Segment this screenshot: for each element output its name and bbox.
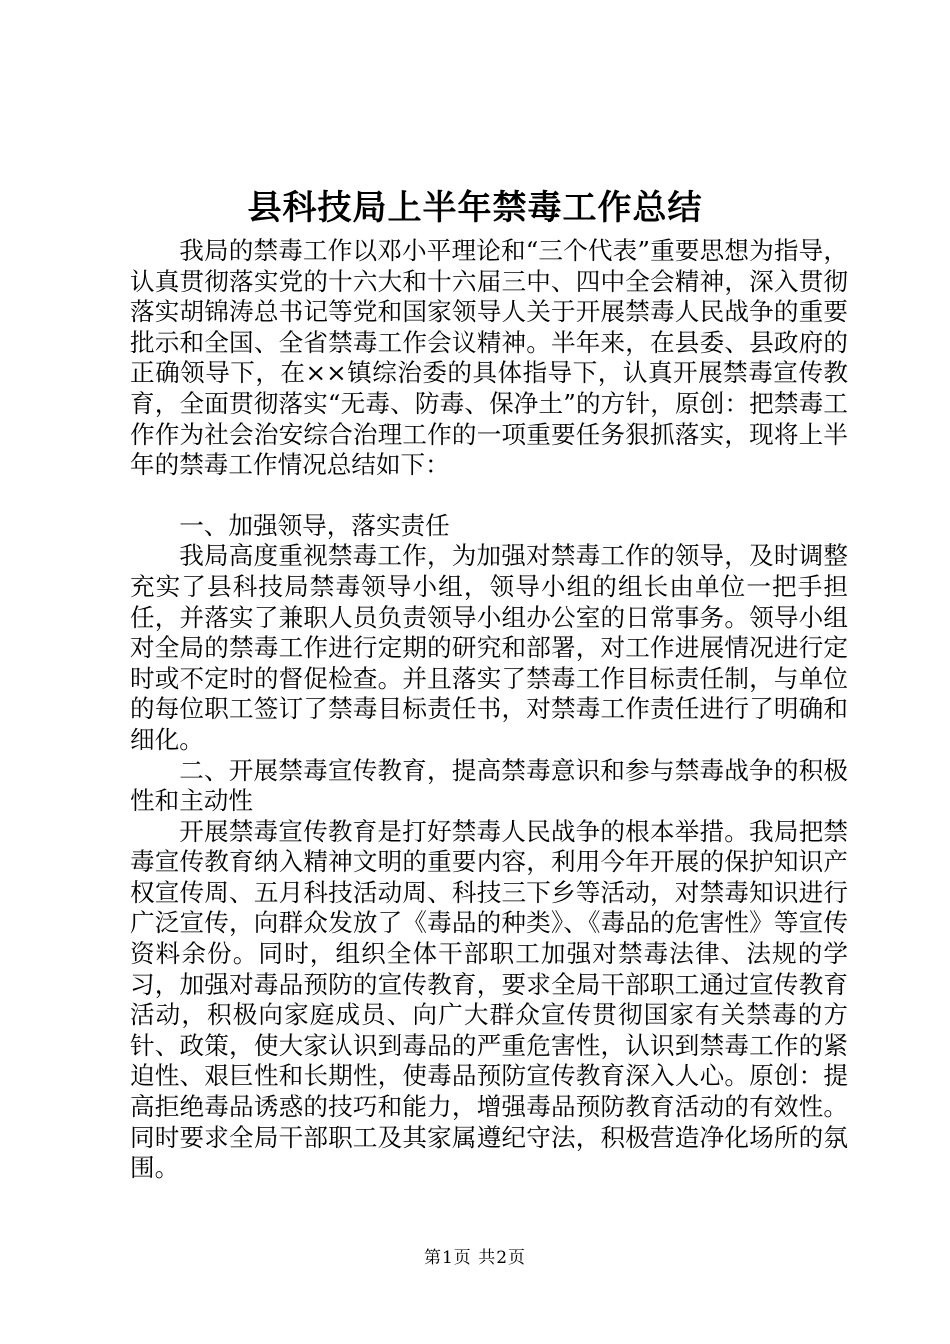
- section-heading-2: 二、开展禁毒宣传教育，提高禁毒意识和参与禁毒战争的积极性和主动性: [130, 755, 848, 816]
- section-1-paragraph: 我局高度重视禁毒工作，为加强对禁毒工作的领导，及时调整充实了县科技局禁毒领导小组，领导小组的组长由单位一把手担任，并落实了兼职人员负责领导小组办公室的日常事务。领导小组对全局的禁毒工作进行定期的研究和部署，对工作进展情况进行定时或不定时的督促检查。并且落实了禁毒工作目标责任制，与单位的每位职工签订了禁毒目标责任书，对禁毒工作责任进行了明确和细化。: [130, 541, 848, 754]
- document-body: [130, 236, 848, 1184]
- document-title: 县科技局上半年禁毒工作总结: [247, 188, 703, 228]
- paragraph-spacer: [130, 481, 848, 511]
- section-2-paragraph: 开展禁毒宣传教育是打好禁毒人民战争的根本举措。我局把禁毒宣传教育纳入精神文明的重要内容，利用今年开展的保护知识产权宣传周、五月科技活动周、科技三下乡等活动，对禁毒知识进行广泛宣传，向群众发放了《毒品的种类》、《毒品的危害性》等宣传资料余份。同时，组织全体干部职工加强对禁毒法律、法规的学习，加强对毒品预防的宣传教育，要求全局干部职工通过宣传教育活动，积极向家庭成员、向广大群众宣传贯彻国家有关禁毒的方针、政策，使大家认识到毒品的严重危害性，认识到禁毒工作的紧迫性、艰巨性和长期性，使毒品预防宣传教育深入人心。原创：提高拒绝毒品诱惑的技巧和能力，增强毒品预防教育活动的有效性。同时要求全局干部职工及其家属遵纪守法，积极营造净化场所的氛围。: [130, 816, 848, 1183]
- page-footer: 第1页 共2页: [423, 1248, 527, 1268]
- intro-paragraph: 我局的禁毒工作以邓小平理论和“三个代表”重要思想为指导，认真贯彻落实党的十六大和十六届三中、四中全会精神，深入贯彻落实胡锦涛总书记等党和国家领导人关于开展禁毒人民战争的重要批示和全国、全省禁毒工作会议精神。半年来，在县委、县政府的正确领导下，在××镇综治委的具体指导下，认真开展禁毒宣传教育，全面贯彻落实“无毒、防毒、保净土”的方针，原创：把禁毒工作作为社会治安综合治理工作的一项重要任务狠抓落实，现将上半年的禁毒工作情况总结如下：: [130, 236, 848, 480]
- section-heading-1: 一、加强领导，落实责任: [179, 510, 450, 540]
